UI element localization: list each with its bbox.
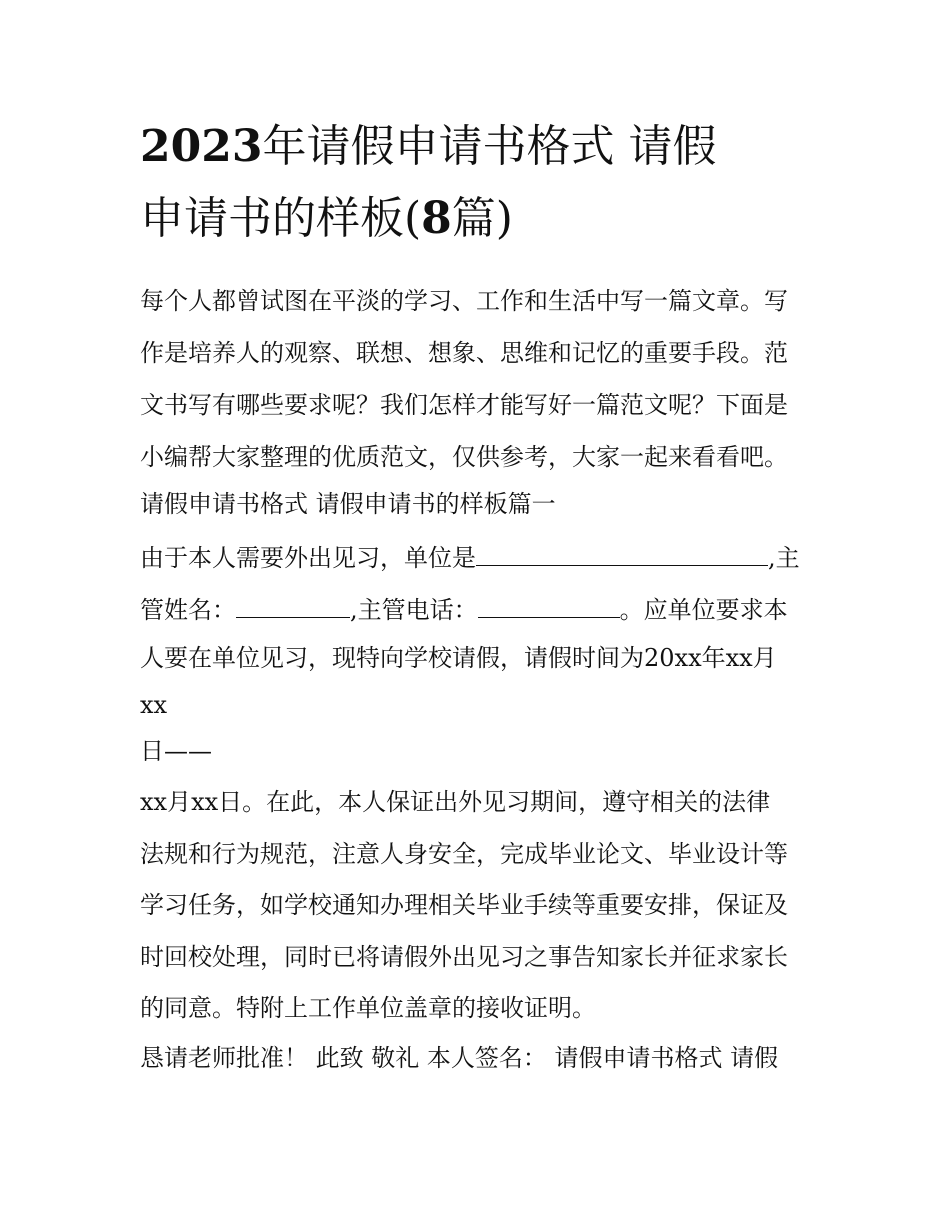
text-segment: 由于本人需要外出见习，单位是: [140, 544, 476, 572]
fill-in-blank: [236, 595, 350, 618]
body-line: 文书写有哪些要求呢？我们怎样才能写好一篇范文呢？下面是: [140, 391, 788, 419]
title-text-2a: 申请书的样板(: [140, 193, 422, 244]
text-segment: ,主管电话：: [350, 596, 478, 624]
body-line: 作是培养人的观察、联想、想象、思维和记忆的重要手段。范: [140, 339, 788, 367]
body-line: 法规和行为规范，注意人身安全，完成毕业论文、毕业设计等: [140, 840, 788, 868]
body-line: 学习任务，如学校通知办理相关毕业手续等重要安排，保证及: [140, 891, 788, 919]
body-line-with-blank: [140, 543, 800, 570]
body-line: 小编帮大家整理的优质范文，仅供参考，大家一起来看看吧。: [140, 443, 788, 471]
body-line: xx: [140, 691, 168, 719]
section-heading: 请假申请书格式 请假申请书的样板篇一: [140, 490, 556, 518]
body-line: 日——: [140, 737, 212, 765]
title-text-2b: 篇): [451, 193, 513, 244]
fill-in-blank: [478, 595, 620, 618]
text-segment: 管姓名：: [140, 596, 236, 624]
document-title-line-2: [140, 193, 513, 244]
body-line: 人要在单位见习，现特向学校请假，请假时间为20xx年xx月: [140, 644, 777, 672]
body-line-with-blanks: [140, 595, 788, 622]
document-title-line-1: [140, 121, 717, 172]
body-line: xx月xx日。在此，本人保证出外见习期间，遵守相关的法律: [140, 788, 771, 816]
title-year: 2023: [140, 121, 263, 172]
body-line: 每个人都曾试图在平淡的学习、工作和生活中写一篇文章。写: [140, 287, 788, 315]
text-segment: ,主: [768, 544, 800, 572]
body-line: 的同意。特附上工作单位盖章的接收证明。: [140, 994, 596, 1022]
title-count: 8: [421, 193, 452, 244]
body-line: 恳请老师批准！ 此致 敬礼 本人签名： 请假申请书格式 请假: [140, 1044, 779, 1072]
body-line: 时回校处理，同时已将请假外出见习之事告知家长并征求家长: [140, 943, 788, 971]
fill-in-blank: [476, 543, 768, 566]
title-text-1: 年请假申请书格式 请假: [262, 121, 717, 172]
text-segment: 。应单位要求本: [619, 596, 788, 624]
